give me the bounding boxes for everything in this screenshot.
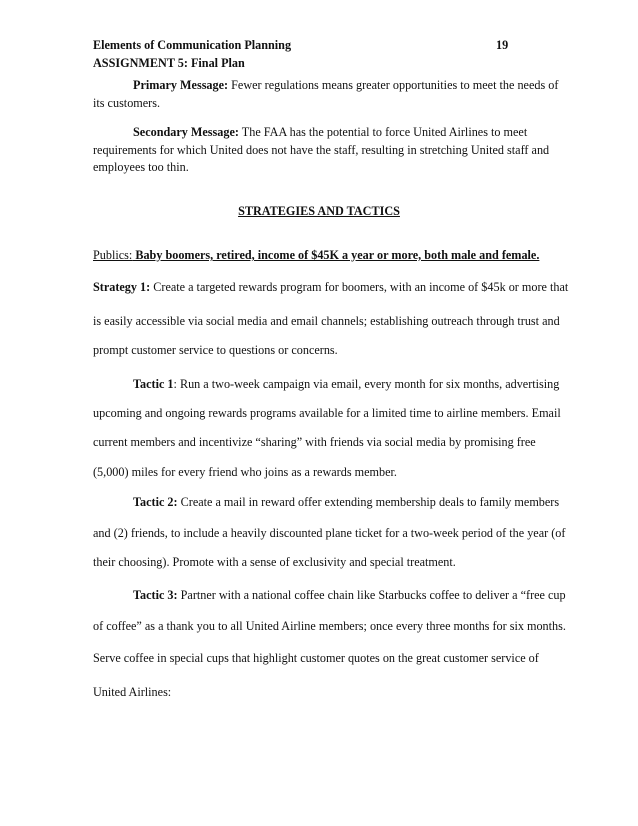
assignment-title: ASSIGNMENT 5: Final Plan — [93, 56, 245, 70]
tactic-1-line-1 — [133, 376, 559, 392]
primary-message-text-1: Fewer regulations means greater opportunities to meet the needs of — [228, 78, 559, 92]
strategy-1-text-3: prompt customer service to questions or concerns. — [93, 343, 338, 357]
tactic-3-text-1: Partner with a national coffee chain like Starbucks coffee to deliver a “free cup — [177, 588, 566, 602]
tactic-3-label: Tactic 3: — [133, 588, 178, 602]
tactic-2-label: Tactic 2: — [133, 495, 178, 509]
secondary-message-line-1 — [133, 124, 527, 140]
section-heading: STRATEGIES AND TACTICS — [238, 204, 400, 218]
tactic-3-text-4: United Airlines: — [93, 685, 172, 699]
publics-label: Publics: — [93, 248, 133, 262]
tactic-1-label: Tactic 1 — [133, 377, 174, 391]
secondary-message-text-1: The FAA has the potential to force United Airlines to meet — [238, 125, 528, 139]
secondary-message-text-2: requirements for which United does not have the staff, resulting in stretching United staff and — [93, 143, 550, 157]
tactic-2-text-3: their choosing). Promote with a sense of exclusivity and special treatment. — [93, 555, 456, 569]
primary-message-line-1 — [133, 77, 558, 93]
page-number: 19 — [496, 38, 509, 52]
tactic-3-text-2: of coffee” as a thank you to all United Airline members; once every three months for six months. — [93, 619, 566, 633]
tactic-2-text-1: Create a mail in reward offer extending membership deals to family members — [177, 495, 560, 509]
tactic-3-text-3: Serve coffee in special cups that highlight customer quotes on the great customer service of — [93, 651, 539, 665]
primary-message-label: Primary Message: — [133, 78, 229, 92]
strategy-1-label: Strategy 1: — [93, 280, 151, 294]
publics-text: Baby boomers, retired, income of $45K a year or more, both male and female. — [132, 248, 540, 262]
tactic-1-text-1: : Run a two-week campaign via email, every month for six months, advertising — [173, 377, 560, 391]
secondary-message-label: Secondary Message: — [133, 125, 239, 139]
tactic-1-text-3: current members and incentivize “sharing” with friends via social media by promising free — [93, 435, 536, 449]
tactic-1-text-4: (5,000) miles for every friend who joins as a rewards member. — [93, 465, 397, 479]
strategy-1-text-1: Create a targeted rewards program for boomers, with an income of $45k or more that — [150, 280, 569, 294]
publics-line — [93, 247, 539, 263]
strategy-1-line-1 — [93, 279, 568, 295]
secondary-message-text-3: employees too thin. — [93, 160, 189, 174]
tactic-2-line-1 — [133, 494, 559, 510]
primary-message-text-2: its customers. — [93, 96, 161, 110]
tactic-1-text-2: upcoming and ongoing rewards programs available for a limited time to airline members. Email — [93, 406, 561, 420]
tactic-3-line-1 — [133, 587, 566, 603]
document-title: Elements of Communication Planning — [93, 38, 292, 52]
tactic-2-text-2: and (2) friends, to include a heavily discounted plane ticket for a two-week period of the year (of — [93, 526, 566, 540]
strategy-1-text-2: is easily accessible via social media and email channels; establishing outreach through trust and — [93, 314, 560, 328]
